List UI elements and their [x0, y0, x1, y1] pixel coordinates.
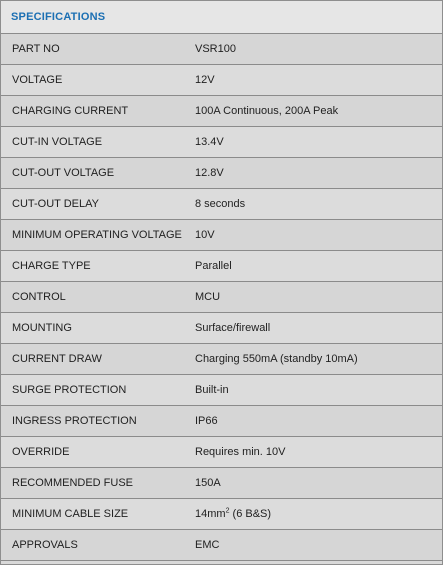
spec-row-cut-in-voltage — [1, 127, 442, 158]
spec-value: 150A — [195, 477, 221, 489]
specifications-header — [1, 1, 442, 34]
spec-row-control — [1, 282, 442, 313]
spec-row-surge-protection — [1, 375, 442, 406]
spec-label: CURRENT DRAW — [12, 353, 102, 365]
spec-label: MINIMUM OPERATING VOLTAGE — [12, 229, 182, 241]
spec-value: Built-in — [195, 384, 229, 396]
spec-row-part-no — [1, 34, 442, 65]
spec-value: Requires min. 10V — [195, 446, 286, 458]
spec-row-ingress-protection — [1, 406, 442, 437]
spec-row-mounting — [1, 313, 442, 344]
spec-value-main: 14mm — [195, 508, 226, 520]
spec-value: MCU — [195, 291, 221, 303]
spec-label: MOUNTING — [12, 322, 72, 334]
spec-row-override — [1, 437, 442, 468]
spec-label: MINIMUM CABLE SIZE — [12, 508, 129, 520]
spec-value — [184, 508, 442, 520]
spec-value: Surface/firewall — [195, 322, 271, 334]
spec-label: CONTROL — [12, 291, 66, 303]
spec-row-recommended-fuse — [1, 468, 442, 499]
spec-value: IP66 — [195, 415, 218, 427]
spec-label: INGRESS PROTECTION — [12, 415, 137, 427]
spec-label: CUT-OUT VOLTAGE — [12, 167, 115, 179]
spec-value: 12V — [195, 74, 215, 86]
spec-row-charging-current — [1, 96, 442, 127]
spec-label: CUT-IN VOLTAGE — [12, 136, 103, 148]
spec-value-superscript: 2 — [225, 507, 230, 515]
spec-value: 8 seconds — [195, 198, 246, 210]
spec-row-cut-out-voltage — [1, 158, 442, 189]
spec-label: PART NO — [12, 43, 60, 55]
spec-label: RECOMMENDED FUSE — [12, 477, 134, 489]
spec-value: Charging 550mA (standby 10mA) — [195, 353, 358, 365]
spec-row-minimum-cable-size — [1, 499, 442, 530]
spec-row-current-draw — [1, 344, 442, 375]
spec-row-approvals — [1, 530, 442, 561]
spec-value: 10V — [195, 229, 215, 241]
specifications-table — [1, 34, 442, 561]
spec-label: SURGE PROTECTION — [12, 384, 127, 396]
spec-value: VSR100 — [195, 43, 236, 55]
spec-label: CHARGING CURRENT — [12, 105, 129, 117]
spec-value: 100A Continuous, 200A Peak — [195, 105, 339, 117]
spec-row-charge-type — [1, 251, 442, 282]
spec-label: CHARGE TYPE — [12, 260, 91, 272]
spec-value-suffix: (6 B&S) — [229, 508, 272, 520]
spec-row-cut-out-delay — [1, 189, 442, 220]
spec-label: OVERRIDE — [12, 446, 70, 458]
spec-value: EMC — [195, 539, 220, 551]
spec-label: CUT-OUT DELAY — [12, 198, 99, 210]
spec-value: 13.4V — [195, 136, 224, 148]
spec-label: VOLTAGE — [12, 74, 63, 86]
spec-value: Parallel — [195, 260, 232, 272]
spec-value: 12.8V — [195, 167, 224, 179]
spec-row-minimum-operating-voltage — [1, 220, 442, 251]
specifications-title: SPECIFICATIONS — [11, 11, 106, 23]
spec-row-voltage — [1, 65, 442, 96]
spec-label: APPROVALS — [12, 539, 78, 551]
